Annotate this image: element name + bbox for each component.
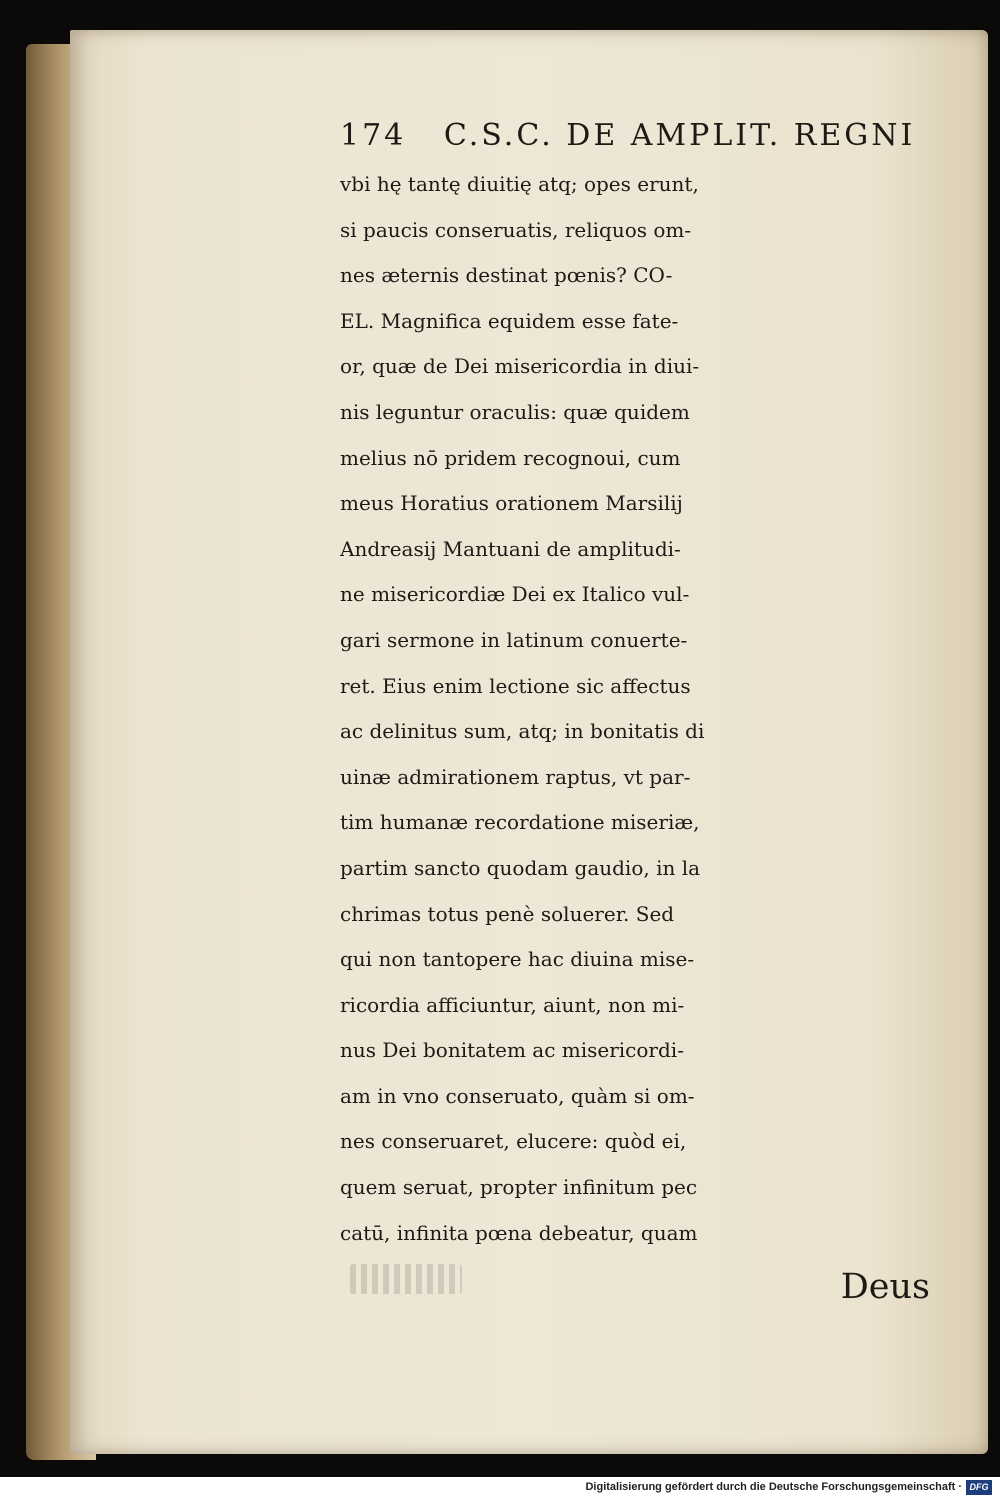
text-line: tim humanæ recordatione miseriæ, bbox=[340, 810, 700, 835]
text-line: vbi hę tantę diuitię atq; opes erunt, bbox=[340, 172, 699, 196]
text-line: meus Horatius orationem Marsilij bbox=[340, 491, 683, 516]
text-line: chrimas totus penè soluerer. Sed bbox=[340, 901, 675, 926]
catchword-row bbox=[340, 1262, 930, 1312]
text-line: quem seruat, propter infinitum pec bbox=[340, 1175, 698, 1200]
digitization-footer bbox=[0, 1477, 1000, 1499]
text-line: gari sermone in latinum conuerte- bbox=[340, 627, 688, 652]
page-number: 174 bbox=[340, 118, 407, 153]
text-line: catū, infinita pœna debeatur, quam bbox=[340, 1220, 698, 1245]
running-head bbox=[340, 110, 950, 162]
dfg-logo: DFG bbox=[966, 1480, 992, 1495]
running-head-title: C.S.C. DE AMPLIT. REGNI bbox=[443, 118, 916, 153]
text-line: si paucis conseruatis, reliquos om- bbox=[340, 217, 692, 242]
text-line: nus Dei bonitatem ac misericordi- bbox=[340, 1038, 684, 1063]
text-line: qui non tantopere hac diuina mise- bbox=[340, 947, 695, 972]
text-line: or, quæ de Dei misericordia in diui- bbox=[340, 354, 700, 379]
text-line: ne misericordiæ Dei ex Italico vul- bbox=[340, 582, 690, 607]
text-line: Andreasij Mantuani de amplitudi- bbox=[340, 536, 681, 561]
text-line: am in vno conseruato, quàm si om- bbox=[340, 1083, 695, 1108]
text-line: nes æternis destinat pœnis? CO- bbox=[340, 263, 673, 288]
text-line: ret. Eius enim lectione sic affectus bbox=[340, 673, 691, 698]
text-line: nis leguntur oraculis: quæ quidem bbox=[340, 399, 690, 424]
catchword: Deus bbox=[840, 1267, 930, 1307]
text-block bbox=[340, 110, 950, 1256]
text-line: EL. Magnifica equidem esse fate- bbox=[340, 308, 679, 333]
text-line: ricordia afficiuntur, aiunt, non mi- bbox=[340, 992, 685, 1017]
text-line: nes conseruaret, elucere: quòd ei, bbox=[340, 1129, 687, 1154]
text-line: melius nō pridem recognoui, cum bbox=[340, 445, 681, 470]
text-line: uinæ admirationem raptus, vt par- bbox=[340, 764, 691, 789]
faint-bleedthrough-mark bbox=[350, 1264, 462, 1294]
text-line: ac delinitus sum, atq; in bonitatis di bbox=[340, 719, 705, 744]
funding-credit: Digitalisierung gefördert durch die Deutsche Forschungsgemeinschaft · bbox=[585, 1481, 962, 1493]
text-line: partim sancto quodam gaudio, in la bbox=[340, 855, 701, 880]
